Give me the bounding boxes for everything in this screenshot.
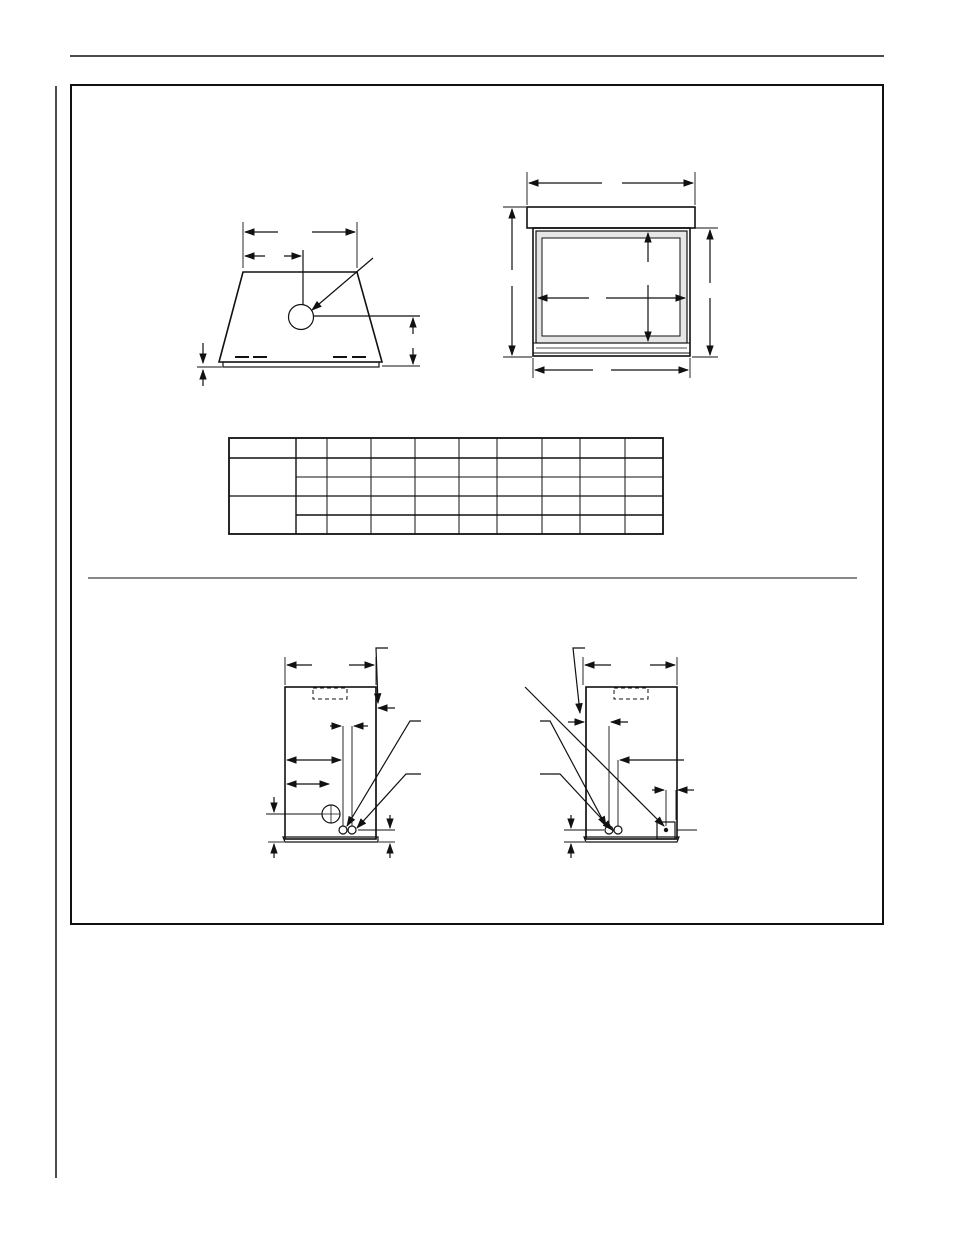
dimension-table	[229, 438, 663, 534]
flue-opening-circle	[289, 305, 314, 330]
electrical-knockout-circle	[348, 826, 356, 834]
top-view	[197, 222, 420, 386]
figure-frame	[71, 85, 883, 924]
electrical-knockout-circle	[614, 826, 622, 834]
front-glass	[542, 238, 680, 336]
front-view	[503, 172, 718, 378]
table-outline	[229, 438, 663, 534]
callout-leader	[540, 774, 612, 830]
right-side-dashed-vent	[614, 688, 648, 699]
top-view-outline	[219, 272, 382, 362]
electrical-knockout-circle	[339, 826, 347, 834]
left-side-body	[285, 687, 376, 839]
right-side-view	[525, 648, 697, 858]
front-top-hood	[527, 207, 695, 228]
left-side-view	[266, 648, 421, 858]
left-side-dashed-vent	[313, 688, 347, 699]
flue-callout-leader	[312, 258, 373, 310]
junction-box-dot	[664, 828, 667, 831]
callout-leader	[376, 648, 388, 703]
callout-leader	[357, 774, 421, 828]
